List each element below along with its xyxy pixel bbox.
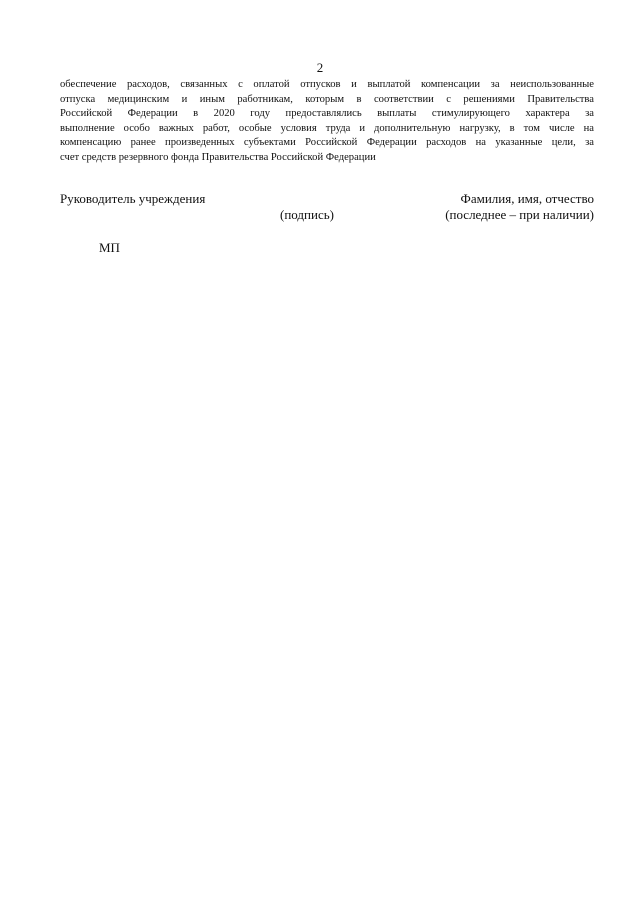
signatory-name-label: Фамилия, имя, отчество (460, 191, 594, 206)
body-line: Российской Федерации в 2020 году предоставлялись выплаты стимулирующего характера за (60, 108, 594, 120)
signatory-title: Руководитель учреждения (60, 191, 206, 206)
stamp-place-label: МП (99, 240, 120, 255)
body-paragraph (60, 78, 594, 166)
body-line: счет средств резервного фонда Правительства Российской Федерации (60, 151, 376, 163)
signature-hint: (подпись) (280, 207, 334, 222)
body-line: обеспечение расходов, связанных с оплатой отпусков и выплатой компенсации за неиспользованные (60, 79, 594, 90)
name-hint: (последнее – при наличии) (445, 207, 594, 222)
body-line: отпуска медицинским и иным работникам, которым в соответствии с решениями Правительства (60, 93, 594, 105)
body-line: компенсацию ранее произведенных субъектами Российской Федерации расходов на указанные цели, за (60, 137, 594, 149)
body-line: выполнение особо важных работ, особые условия труда и дополнительную нагрузку, в том числе на (60, 122, 594, 134)
page-number: 2 (316, 60, 324, 75)
